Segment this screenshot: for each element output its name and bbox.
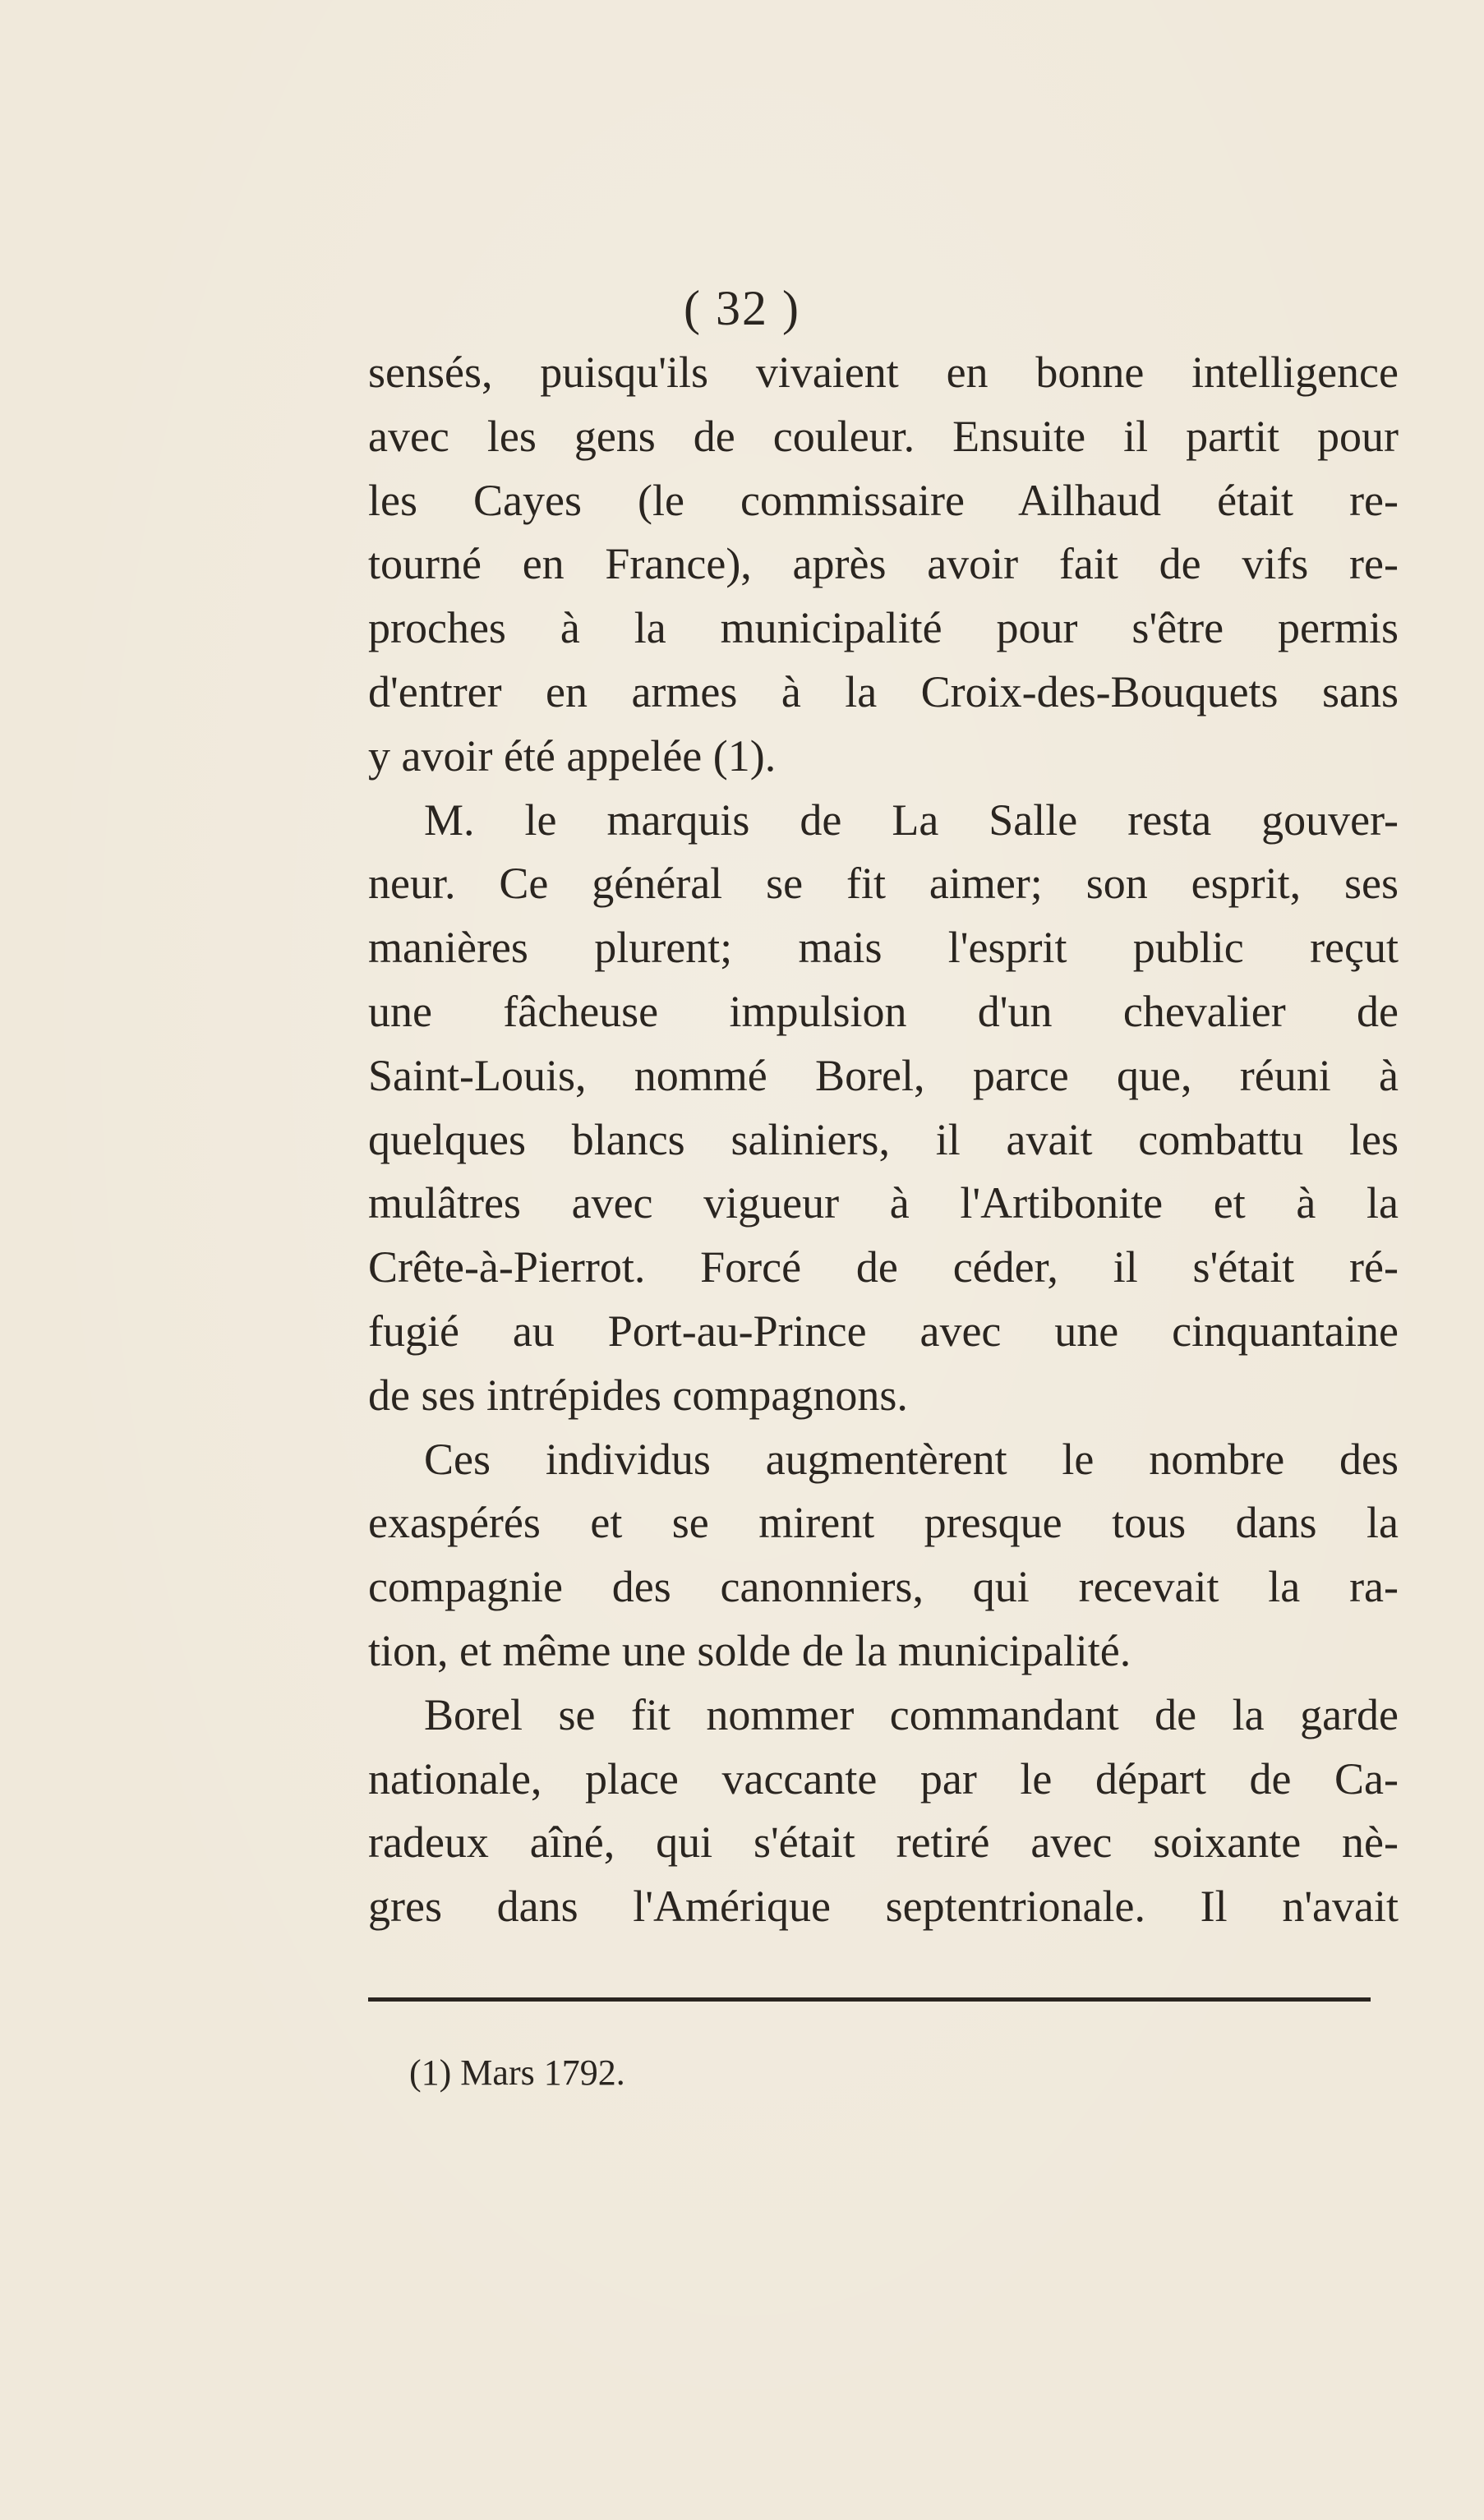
text-line: Borel se fit nommer commandant de la garde [424, 1689, 1399, 1739]
text-line: tion, et même une solde de la municipalité. [368, 1625, 1131, 1675]
text-line: fugié au Port-au-Prince avec une cinquantaine [368, 1306, 1399, 1356]
text-line: manières plurent; mais l'esprit public reçut [368, 923, 1399, 973]
text-line: mulâtres avec vigueur à l'Artibonite et à la [368, 1178, 1399, 1228]
footnote: (1) Mars 1792. [409, 2052, 625, 2093]
text-line: avec les gens de couleur. Ensuite il partit pour [368, 411, 1399, 461]
text-line: neur. Ce général se fit aimer; son esprit, ses [368, 859, 1399, 909]
text-line: y avoir été appelée (1). [368, 730, 777, 781]
text-line: de ses intrépides compagnons. [368, 1370, 908, 1420]
text-line: M. le marquis de La Salle resta gouver- [424, 795, 1399, 845]
text-line: tourné en France), après avoir fait de vifs re- [368, 539, 1399, 589]
text-line: nationale, place vaccante par le départ de Ca- [368, 1753, 1399, 1804]
text-line: Ces individus augmentèrent le nombre des [424, 1434, 1399, 1484]
text-line: gres dans l'Amérique septentrionale. Il n'avait [368, 1882, 1399, 1932]
text-line: d'entrer en armes à la Croix-des-Bouquets sans [368, 666, 1399, 716]
text-line: radeux aîné, qui s'était retiré avec soixante nè- [368, 1817, 1399, 1868]
text-line: exaspérés et se mirent presque tous dans la [368, 1498, 1399, 1548]
text-line: quelques blancs saliniers, il avait combattu les [368, 1114, 1399, 1164]
text-line: une fâcheuse impulsion d'un chevalier de [368, 986, 1399, 1036]
page-number: ( 32 ) [684, 281, 800, 335]
text-line: les Cayes (le commissaire Ailhaud était re- [368, 475, 1399, 525]
text-line: sensés, puisqu'ils vivaient en bonne intelligence [368, 348, 1399, 397]
text-line: proches à la municipalité pour s'être permis [368, 603, 1399, 653]
main-text [368, 341, 1399, 1939]
text-line: Crête-à-Pierrot. Forcé de céder, il s'était ré- [368, 1242, 1399, 1292]
text-line: compagnie des canonniers, qui recevait la ra- [368, 1562, 1399, 1612]
text-line: Saint-Louis, nommé Borel, parce que, réuni à [368, 1050, 1399, 1100]
footnote-rule [368, 1997, 1371, 2002]
